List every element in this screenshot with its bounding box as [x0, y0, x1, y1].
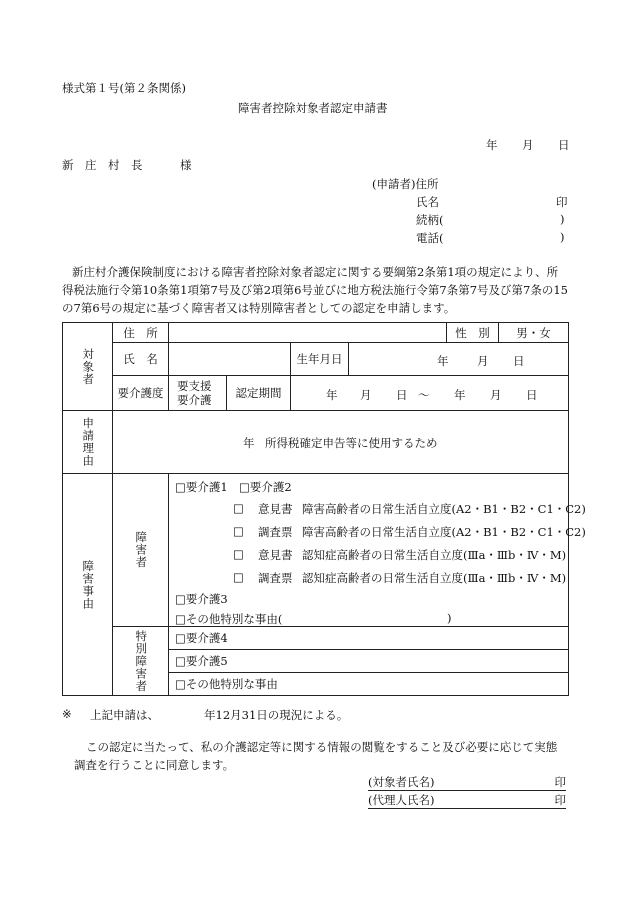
form-number: 様式第１号(第２条関係): [62, 81, 186, 95]
date-day: 日: [558, 138, 570, 152]
disabled-header: 障害者: [113, 474, 169, 627]
application-table: [62, 322, 586, 696]
dob-field[interactable]: 年 月 日: [349, 343, 569, 376]
subject-header: 対象者: [63, 323, 113, 411]
intro-line-1: 新庄村介護保険制度における障害者控除対象者認定に関する要綱第2条第1項の規定により、所: [72, 265, 559, 279]
page-title: 障害者控除対象者認定申請書: [238, 101, 388, 115]
checkbox-r4[interactable]: □: [233, 570, 244, 584]
dob-label: 生年月日: [291, 343, 349, 376]
special-header: 特別障害者: [113, 627, 169, 696]
grounds-header: 障害事由: [63, 474, 113, 696]
note-prefix: 上記申請は、: [90, 708, 159, 722]
subject-signature-line[interactable]: (対象者氏名) 印: [368, 775, 566, 789]
checkbox-care-2[interactable]: □要介護2: [239, 480, 292, 494]
period-label: 認定期間: [227, 376, 291, 411]
special-options: [169, 627, 569, 696]
note-mark: ※: [62, 707, 72, 721]
period-field[interactable]: 年 月 日 ～ 年 月 日: [291, 376, 569, 411]
date-month: 月: [522, 138, 534, 152]
checkbox-other-disabled[interactable]: □その他特別な事由(: [175, 612, 283, 626]
note-suffix: 年12月31日の現況による。: [204, 708, 349, 722]
applicant-name-label: 氏名: [416, 195, 439, 209]
reason-header: 申請理由: [63, 411, 113, 474]
applicant-relation-close: ): [560, 212, 565, 226]
care-level-label: 要介護度: [113, 376, 169, 411]
reason-field[interactable]: 年 所得税確定申告等に使用するため: [113, 411, 569, 474]
address-field[interactable]: [169, 323, 447, 343]
applicant-relation-label: 続柄(: [416, 213, 444, 227]
consent-line-1: この認定に当たって、私の介護認定等に関する情報の閲覧をすること及び必要に応じて実態: [86, 740, 558, 754]
disabled-options[interactable]: □要介護1 □要介護2 □ 意見書 障害高齢者の日常生活自立度(A2・B1・B2・C1・C2) □ 調査票 障害高齢者の日常生活自立度(A2・B1・B2・C1・C2) □ 意見書 認知症高齢者の日常生活自立度(Ⅲa・Ⅲb・Ⅳ・M) □ 調査票 認知症高齢者の日常生活自立度(Ⅲa・Ⅲb・Ⅳ・M) □要介護3 □その他特別な事由( ): [169, 474, 569, 627]
address-label: 住 所: [113, 323, 169, 343]
care-level-options[interactable]: 要支援 要介護: [169, 376, 227, 411]
date-year: 年: [486, 138, 498, 152]
applicant-seal: 印: [556, 195, 568, 209]
name-field[interactable]: [169, 343, 291, 376]
intro-line-3: の7第6号の規定に基づく障害者又は特別障害者としての認定を申請します。: [62, 301, 456, 315]
gender-field[interactable]: 男・女: [499, 323, 569, 343]
checkbox-care-1[interactable]: □要介護1: [175, 480, 228, 494]
gender-label: 性 別: [447, 323, 499, 343]
checkbox-care-4[interactable]: □要介護4: [169, 627, 568, 650]
checkbox-r3[interactable]: □: [233, 547, 244, 561]
checkbox-care-3[interactable]: □要介護3: [175, 592, 228, 606]
name-label: 氏 名: [113, 343, 169, 376]
checkbox-r1[interactable]: □: [233, 501, 244, 515]
addressee-name: 新 庄 村 長: [62, 158, 143, 172]
checkbox-other-special[interactable]: □その他特別な事由: [175, 677, 278, 691]
consent-line-2: 調査を行うことに同意します。: [74, 758, 235, 772]
checkbox-r2[interactable]: □: [233, 524, 244, 538]
checkbox-care-5[interactable]: □要介護5: [169, 650, 568, 673]
applicant-phone-close: ): [560, 230, 565, 244]
applicant-address-label: (申請者)住所: [372, 177, 439, 191]
agent-signature-line[interactable]: (代理人氏名) 印: [368, 793, 566, 807]
applicant-phone-label: 電話(: [416, 231, 444, 245]
intro-line-2: 得税法施行令第10条第1項第7号及び第2項第6号並びに地方税法施行令第7条第7号及び第7条の15: [62, 283, 568, 297]
addressee-honorific: 様: [180, 158, 192, 172]
